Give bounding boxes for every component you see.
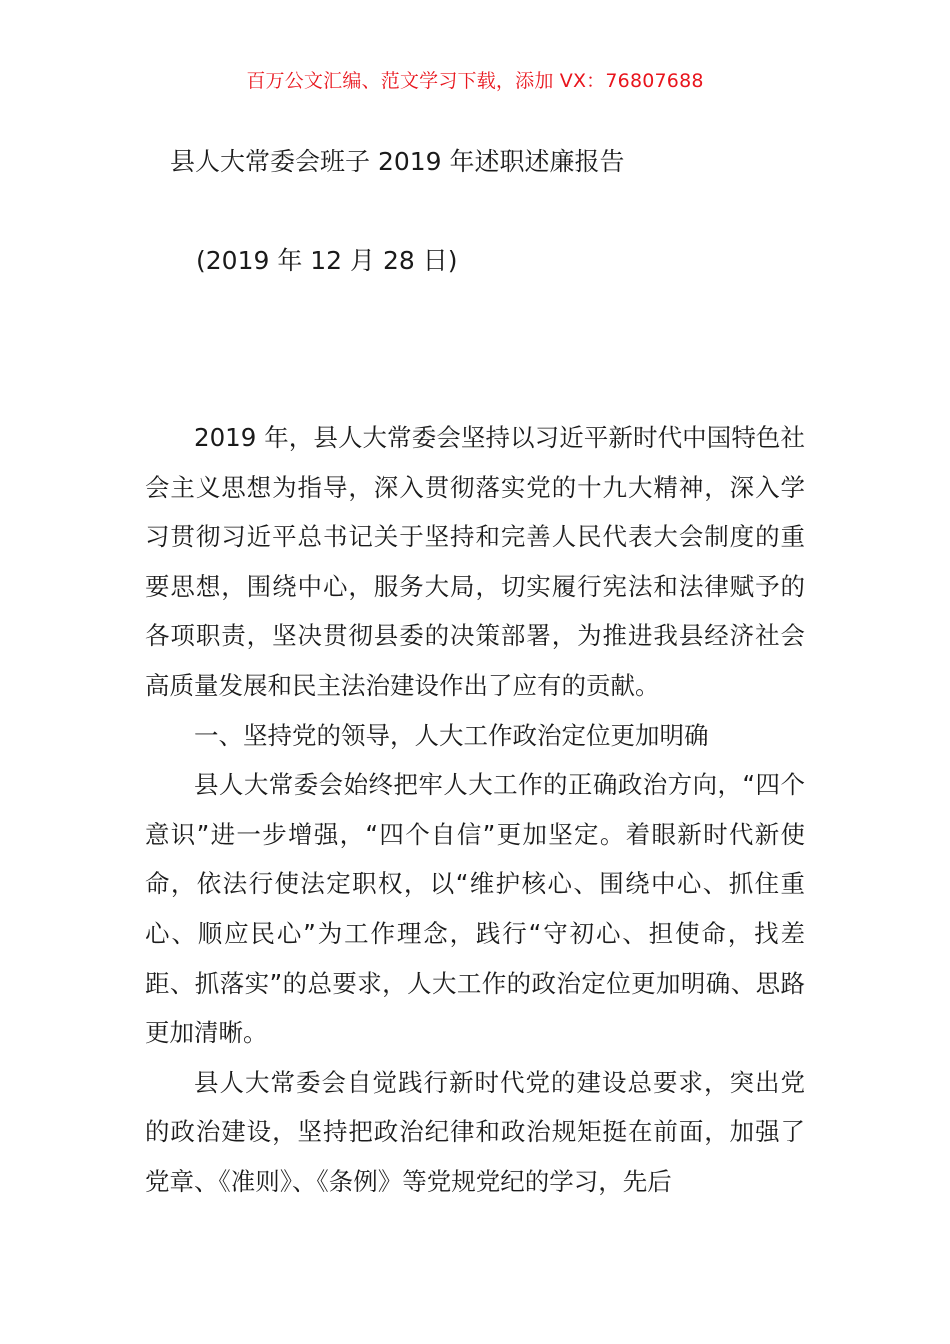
paragraph: 县人大常委会始终把牢人大工作的正确政治方向，“四个意识”进一步增强，“四个自信”更加坚定。着眼新时代新使命，依法行使法定职权，以“维护核心、围绕中心、抓住重心、顺应民心”为工作理念，践行“守初心、担使命，找差距、抓落实”的总要求，人大工作的政治定位更加明确、思路更加清晰。 — [145, 770, 805, 1048]
paragraph: 2019 年，县人大常委会坚持以习近平新时代中国特色社会主义思想为指导，深入贯彻落实党的十九大精神，深入学习贯彻习近平总书记关于坚持和完善人民代表大会制度的重要思想，围绕中心，服务大局，切实履行宪法和法律赋予的各项职责，坚决贯彻县委的决策部署，为推进我县经济社会高质量发展和民主法治建设作出了应有的贡献。 — [145, 423, 805, 700]
document-date: (2019 年 12 月 28 日) — [196, 246, 458, 275]
header-note: 百万公文汇编、范文学习下载，添加 VX：76807688 — [246, 70, 704, 92]
paragraph: 县人大常委会自觉践行新时代党的建设总要求，突出党的政治建设，坚持把政治纪律和政治规矩挺在前面，加强了党章、《准则》、《条例》等党规党纪的学习，先后 — [145, 1067, 805, 1196]
document-body — [145, 413, 805, 1207]
document-title: 县人大常委会班子 2019 年述职述廉报告 — [170, 147, 625, 176]
section-heading: 一、坚持党的领导，人大工作政治定位更加明确 — [194, 720, 709, 750]
